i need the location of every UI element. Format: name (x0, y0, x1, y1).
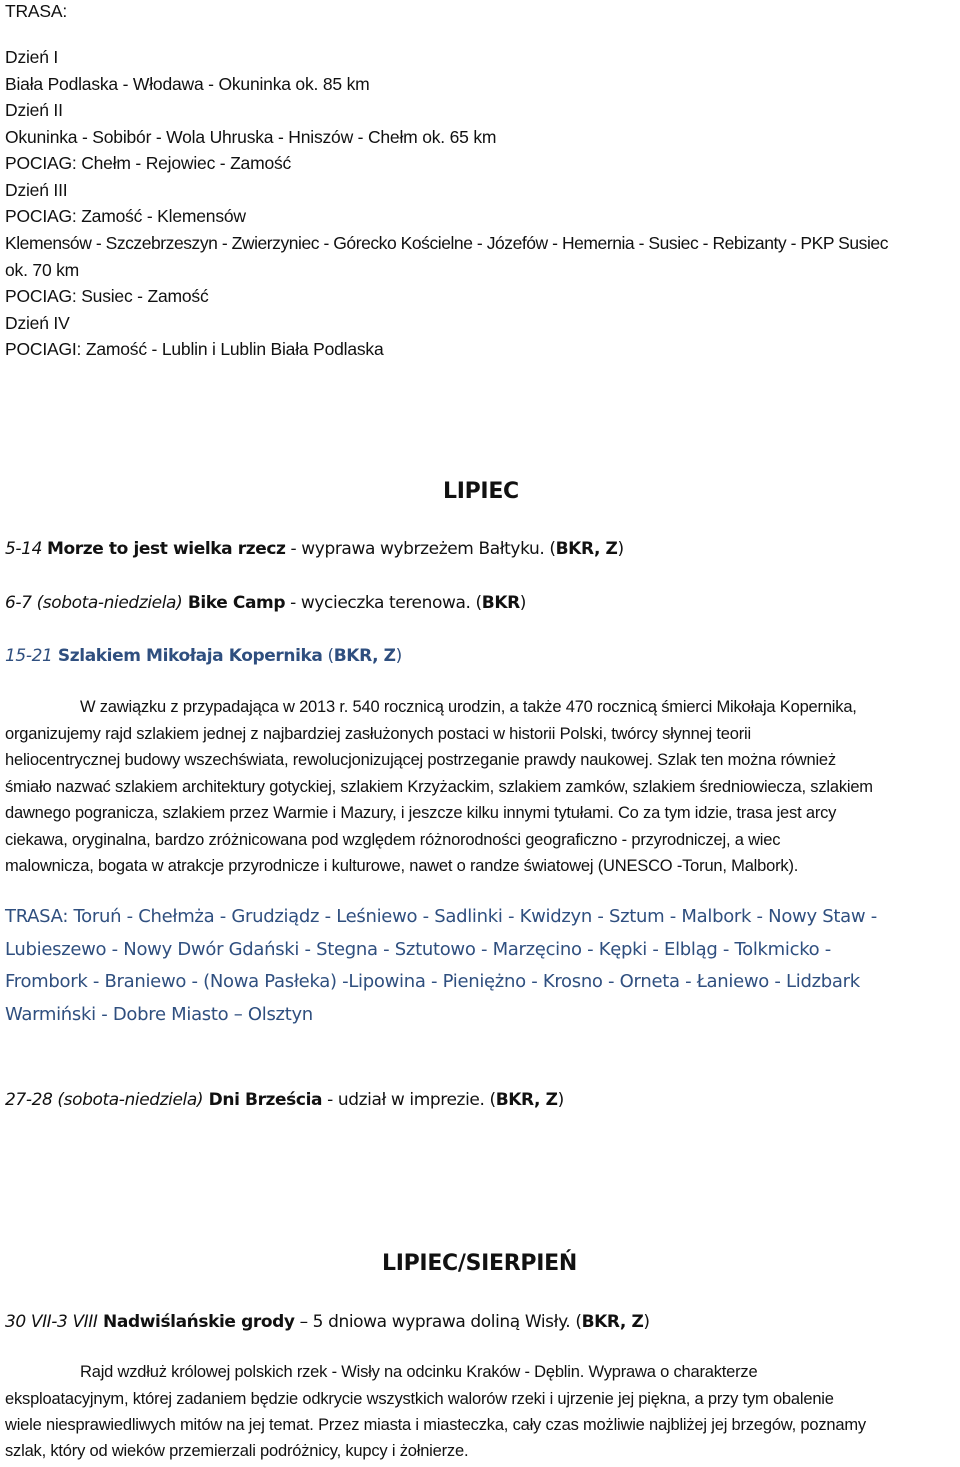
day2-label: Dzień II (5, 100, 63, 120)
event-dates: 27-28 (sobota-niedziela) (5, 1090, 204, 1110)
event-paren-close: ) (643, 1312, 650, 1332)
kopernik-para-line: malownicza, bogata w atrakcje przyrodnicze i kulturowe, nawet o randze światowej (UNESCO -Torun, Malbork). (5, 857, 799, 875)
event-paren-close: ) (395, 646, 402, 666)
wisla-para-line: eksploatacyjnym, której zadaniem będzie odkrycie wszystkich walorów rzeki i ujrzenie jej piękna, a przy tym obalenie (5, 1390, 834, 1408)
event-kopernik (5, 644, 402, 668)
day1-route: Biała Podlaska - Włodawa - Okuninka ok. 85 km (5, 74, 370, 94)
event-dates: 5-14 (5, 539, 42, 559)
event-paren-open: ( (322, 646, 334, 666)
event-tags: BKR, Z (333, 646, 396, 666)
event-paren-close: ) (519, 593, 527, 613)
event-dni-brzescia (5, 1088, 564, 1112)
event-tags: BKR, Z (555, 539, 618, 559)
event-paren-open: ( (489, 1090, 496, 1110)
day1-label: Dzień I (5, 47, 59, 67)
event-paren-open: ( (475, 593, 482, 613)
day2-route: Okuninka - Sobibór - Wola Uhruska - Hniszów - Chełm ok. 65 km (5, 127, 497, 147)
lipiec-heading: LIPIEC (443, 479, 519, 504)
event-paren-open: ( (575, 1312, 582, 1332)
kopernik-route-line: Frombork - Braniewo - (Nowa Pasłeka) -Lipowina - Pieniężno - Krosno - Orneta - Łaniewo - Lidzbark (5, 971, 860, 992)
day3-route-a: Klemensów - Szczebrzeszyn - Zwierzyniec - Górecko Kościelne - Józefów - Hemernia - Susiec - Rebizanty - PKP Susiec (5, 233, 889, 253)
event-dates: 15-21 (5, 646, 53, 666)
wisla-para-line: Rajd wzdłuż królowej polskich rzek - Wisły na odcinku Kraków - Dęblin. Wyprawa o charakterze (80, 1363, 758, 1381)
kopernik-para-line: heliocentrycznej budowy wszechświata, rewolucjonizującej postrzeganie prawdy naukowej. Szlak ten można również (5, 751, 836, 769)
wisla-para-line: szlak, który od wieków przemierzali podróżnicy, kupcy i żołnierze. (5, 1442, 469, 1460)
route-heading: TRASA: (5, 1, 68, 21)
event-title: Nadwiślańskie grody (97, 1312, 295, 1332)
day3-train2: POCIAG: Susiec - Zamość (5, 286, 209, 306)
kopernik-route-line: Lubieszewo - Nowy Dwór Gdański - Stegna - Sztutowo - Marzęcino - Kępki - Elbląg - Tolkmicko - (5, 939, 832, 960)
wisla-para-line: wiele niesprawiedliwych mitów na jej temat. Przez miasta i miasteczka, cały czas możliwie najbliżej jej brzegów, poznamy (5, 1416, 866, 1434)
kopernik-para-line: W zawiązku z przypadająca w 2013 r. 540 rocznicą urodzin, a także 470 rocznicą śmierci Mikołaja Kopernika, (80, 698, 857, 716)
kopernik-para-line: dawnego pogranicza, szlakiem przez Warmie i Mazury, i jeszcze kilku innymi tytułami. Co za tym idzie, trasa jest arcy (5, 804, 837, 822)
event-tags: BKR, Z (495, 1090, 558, 1110)
event-title: Bike Camp (182, 593, 286, 613)
event-tags: BKR (481, 593, 520, 613)
day3-label: Dzień III (5, 180, 68, 200)
day4-label: Dzień IV (5, 313, 70, 333)
event-desc: - udział w imprezie. (322, 1090, 490, 1110)
event-tags: BKR, Z (581, 1312, 644, 1332)
event-dates: 30 VII-3 VIII (5, 1312, 98, 1332)
kopernik-route-line: Warmiński - Dobre Miasto – Olsztyn (5, 1004, 313, 1025)
kopernik-para-line: śmiało nazwać szlakiem architektury gotyckiej, szlakiem Krzyżackim, szlakiem zamków, szlakiem średniowiecza, szlakiem (5, 778, 873, 796)
event-desc: - wycieczka terenowa. (285, 593, 476, 613)
event-dates: 6-7 (sobota-niedziela) (5, 593, 183, 613)
event-paren-open: ( (549, 539, 556, 559)
lipiec-sierpien-heading: LIPIEC/SIERPIEŃ (382, 1251, 577, 1276)
kopernik-para-line: ciekawa, oryginalna, bardzo zróżnicowana pod względem różnorodności geograficzno - przyrodniczej, a wiec (5, 831, 781, 849)
event-title: Szlakiem Mikołaja Kopernika (52, 646, 323, 666)
day3-route-b: ok. 70 km (5, 260, 80, 280)
kopernik-route-line: TRASA: Toruń - Chełmża - Grudziądz - Leśniewo - Sadlinki - Kwidzyn - Sztum - Malbork - Nowy Staw - (5, 906, 877, 927)
event-desc: - wyprawa wybrzeżem Bałtyku. (285, 539, 550, 559)
day4-train: POCIAGI: Zamość - Lublin i Lublin Biała Podlaska (5, 339, 384, 359)
day3-train1: POCIAG: Zamość - Klemensów (5, 206, 246, 226)
event-title: Dni Brześcia (203, 1090, 323, 1110)
event-paren-close: ) (557, 1090, 564, 1110)
day2-train: POCIAG: Chełm - Rejowiec - Zamość (5, 153, 292, 173)
event-title: Morze to jest wielka rzecz (47, 539, 286, 559)
event-desc: – 5 dniowa wyprawa doliną Wisły. (294, 1312, 576, 1332)
event-morze (5, 537, 624, 561)
event-bike-camp (5, 591, 526, 615)
event-paren-close: ) (617, 539, 624, 559)
kopernik-para-line: organizujemy rajd szlakiem jednej z najbardziej zasłużonych postaci w historii Polski, twórcy słynnej teorii (5, 725, 751, 743)
event-nadwislanskie-grody (5, 1310, 650, 1334)
